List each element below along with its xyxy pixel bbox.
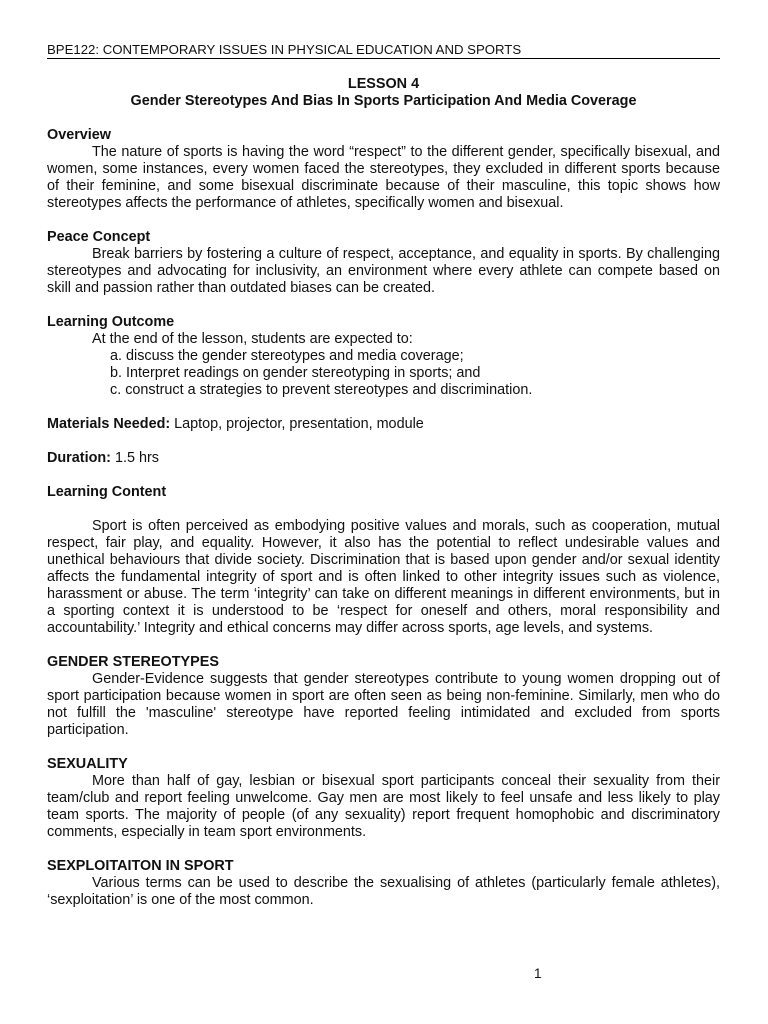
sexploitation-heading: SEXPLOITAITON IN SPORT bbox=[47, 858, 234, 874]
duration-label: Duration: bbox=[47, 450, 111, 466]
materials-label: Materials Needed: bbox=[47, 416, 171, 432]
learning-outcome-item-b: b. Interpret readings on gender stereotyping in sports; and bbox=[110, 365, 481, 381]
document-body bbox=[47, 76, 720, 909]
overview-text: The nature of sports is having the word “respect” to the different gender, specifically bisexual, and women, some instances, every women faced the stereotypes, they excluded in different sports because of their feminine, and some bisexual discriminate because of their masculine, this topic shows how stereotypes affects the performance of athletes, specifically women and bisexual. bbox=[47, 144, 720, 211]
lesson-title: Gender Stereotypes And Bias In Sports Participation And Media Coverage bbox=[130, 93, 637, 109]
sexuality-heading: SEXUALITY bbox=[47, 756, 128, 772]
materials-line bbox=[47, 416, 720, 433]
peace-concept-text: Break barriers by fostering a culture of respect, acceptance, and equality in sports. By challenging stereotypes and advocating for inclusivity, an environment where every athlete can compete based on skill and passion rather than outdated biases can be created. bbox=[47, 246, 720, 296]
learning-content-heading: Learning Content bbox=[47, 484, 167, 500]
learning-outcome-intro: At the end of the lesson, students are expected to: bbox=[92, 331, 413, 347]
gender-stereotypes-text: Gender-Evidence suggests that gender stereotypes contribute to young women dropping out of sport participation because women in sport are often seen as being non-feminine. Similarly, men who do not fulfill the 'masculine' stereotype have reported feeling intimidated and excluded from sports participation. bbox=[47, 671, 720, 738]
materials-value: Laptop, projector, presentation, module bbox=[170, 416, 424, 432]
page-number: 1 bbox=[534, 966, 542, 981]
page-header: BPE122: CONTEMPORARY ISSUES IN PHYSICAL EDUCATION AND SPORTS bbox=[47, 42, 720, 59]
lesson-number: LESSON 4 bbox=[347, 76, 420, 92]
learning-outcome-item-c: c. construct a strategies to prevent stereotypes and discrimination. bbox=[110, 382, 533, 398]
sexploitation-text: Various terms can be used to describe the sexualising of athletes (particularly female athletes), ‘sexploitation’ is one of the most common. bbox=[47, 875, 720, 908]
gender-stereotypes-heading: GENDER STEREOTYPES bbox=[47, 654, 219, 670]
overview-heading: Overview bbox=[47, 127, 111, 143]
duration-line bbox=[47, 450, 720, 467]
learning-outcome-heading: Learning Outcome bbox=[47, 314, 175, 330]
sexuality-text: More than half of gay, lesbian or bisexual sport participants conceal their sexuality from their team/club and report feeling unwelcome. Gay men are most likely to feel unsafe and less likely to play team sports. The majority of people (of any sexuality) report frequent homophobic and discriminatory comments, especially in team sport environments. bbox=[47, 773, 720, 840]
learning-content-text: Sport is often perceived as embodying positive values and morals, such as cooperation, mutual respect, fair play, and equality. However, it also has the potential to reflect undesirable values and unethical behaviours that divide society. Discrimination that is based upon gender and/or sexual identity affects the fundamental integrity of sport and is often linked to other integrity issues such as violence, harassment or abuse. The term ‘integrity’ can take on different meanings in different environments, but in a sporting context it is understood to be ‘respect for oneself and others, moral responsibility and accountability.’ Integrity and ethical concerns may differ across sports, age levels, and systems. bbox=[47, 518, 720, 636]
peace-concept-heading: Peace Concept bbox=[47, 229, 151, 245]
learning-outcome-item-a: a. discuss the gender stereotypes and media coverage; bbox=[110, 348, 464, 364]
duration-value: 1.5 hrs bbox=[110, 450, 159, 466]
